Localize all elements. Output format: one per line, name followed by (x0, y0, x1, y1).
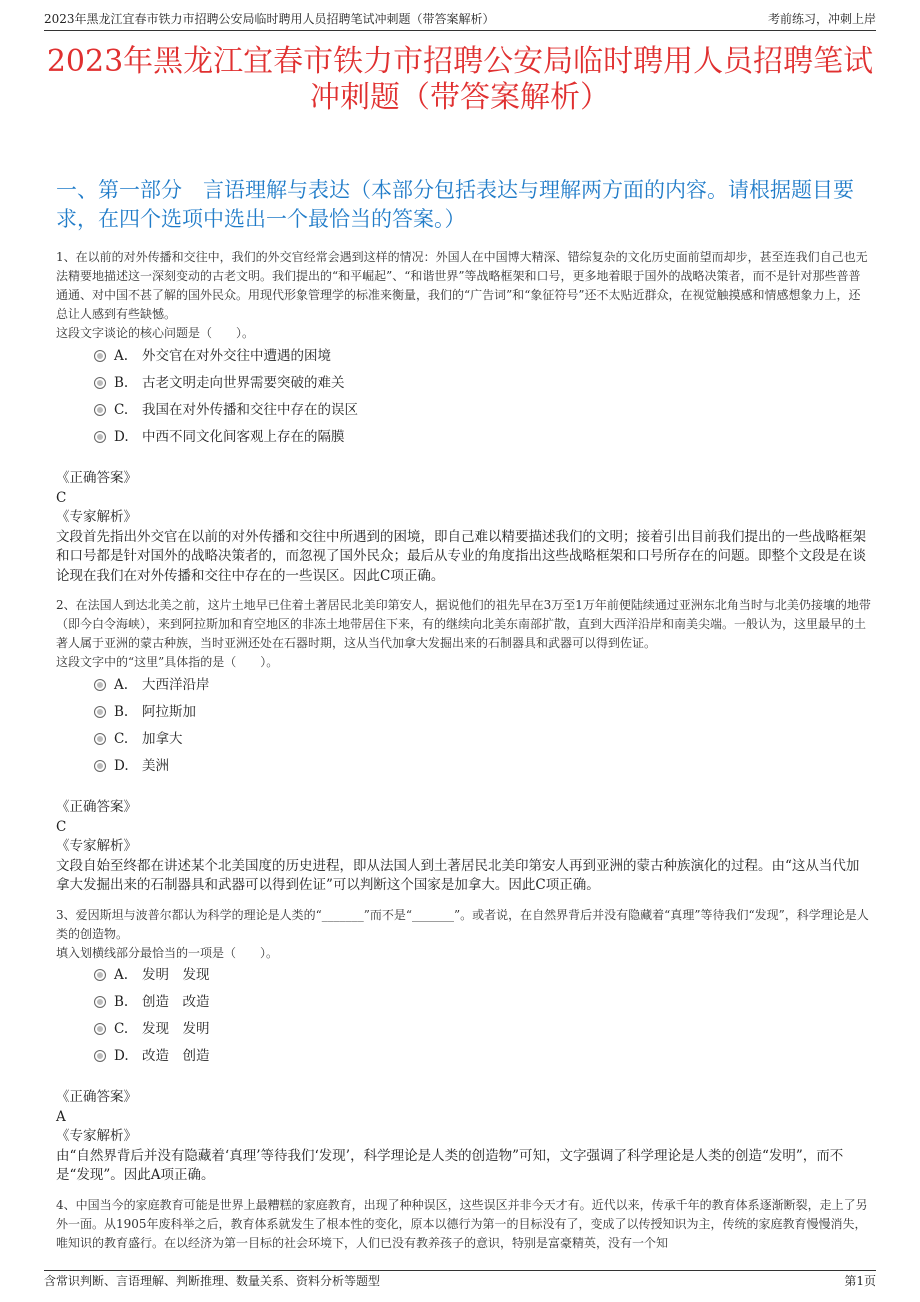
question-4-stem (56, 1196, 872, 1256)
option-d[interactable]: D. 美洲 (94, 753, 210, 780)
footer-note: 含常识判断、言语理解、判断推理、数量关系、资料分析等题型 (44, 1274, 381, 1288)
analysis-text: 文段首先指出外交官在以前的对外传播和交往中所遇到的困境，即自己难以精要描述我们的文明；接着引出目前我们提出的一些战略框架和口号都是针对国外的战略决策者的，而忽视了国外民众；最后从专业的角度指出这些战略框架和口号所存在的问题。即整个文段是在谈论现在我们在对外传播和交往中存在的一些误区。因此C项正确。 (56, 528, 866, 584)
question-prompt: 这段文字中的“这里”具体指的是（ ）。 (56, 655, 279, 669)
question-prompt: 这段文字谈论的核心问题是（ ）。 (56, 326, 255, 340)
question-text: 4、中国当今的家庭教育可能是世界上最糟糕的家庭教育，出现了种种误区，这些误区并非今天才有。近代以来，传承千年的教育体系逐渐断裂，走上了另外一面。从1905年废科举之后，教育体系就发生了根本性的变化，原本以德行为第一的目标没有了，变成了以传授知识为主，传统的家庭教育慢慢消失，唯知识的教育盛行。在以经济为第一目标的社会环境下，人们已没有教养孩子的意识，特别是富豪精英，没有一个知 (56, 1198, 868, 1250)
option-c[interactable]: C. 加拿大 (94, 726, 210, 753)
radio-icon[interactable] (94, 404, 106, 416)
question-3-stem (56, 906, 872, 963)
question-1-answer (56, 469, 872, 586)
question-2-options (94, 672, 210, 780)
question-3-answer (56, 1088, 872, 1186)
question-text: 3、爱因斯坦与波普尔都认为科学的理论是人类的“_______”而不是“_______”。或者说，在自然界背后并没有隐藏着“真理”等待我们“发现”，科学理论是人类的创造物。 (56, 908, 869, 941)
radio-icon[interactable] (94, 996, 106, 1008)
radio-icon[interactable] (94, 733, 106, 745)
option-d[interactable]: D. 改造 创造 (94, 1043, 210, 1070)
question-3-options (94, 962, 210, 1070)
section-heading: 一、第一部分 言语理解与表达（本部分包括表达与理解两方面的内容。请根据题目要求，在四个选项中选出一个最恰当的答案。） (56, 178, 854, 231)
radio-icon[interactable] (94, 1050, 106, 1062)
question-text: 2、在法国人到达北美之前，这片土地早已住着土著居民北美印第安人，据说他们的祖先早在3万至1万年前便陆续通过亚洲东北角当时与北美仍接壤的地带（即今白令海峡），来到阿拉斯加和育空地区的非冻土地带居住下来，有的继续向北美东南部扩散，直到大西洋沿岸和南美尖端。一般认为，这里最早的土著人属于亚洲的蒙古种族，当时亚洲还处在石器时期，这从当代加拿大发掘出来的石制器具和武器可以得到佐证。 (56, 598, 871, 650)
radio-icon[interactable] (94, 431, 106, 443)
answer-value: A (56, 1108, 66, 1125)
analysis-label: 《专家解析》 (56, 838, 137, 854)
analysis-label: 《专家解析》 (56, 1128, 137, 1144)
radio-icon[interactable] (94, 969, 106, 981)
analysis-text: 文段自始至终都在讲述某个北美国度的历史进程，即从法国人到土著居民北美印第安人再到亚洲的蒙古种族演化的过程。由“这从当代加拿大发掘出来的石制器具和武器可以得到佐证”可以判断这个国家是加拿大。因此C项正确。 (56, 857, 860, 893)
option-d[interactable]: D. 中西不同文化间客观上存在的隔膜 (94, 424, 358, 451)
option-b[interactable]: B. 阿拉斯加 (94, 699, 210, 726)
answer-value: C (56, 489, 67, 506)
radio-icon[interactable] (94, 1023, 106, 1035)
question-prompt: 填入划横线部分最恰当的一项是（ ）。 (56, 946, 279, 960)
analysis-text: 由“自然界背后并没有隐藏着‘真理’等待我们‘发现’，科学理论是人类的创造物”可知，文字强调了科学理论是人类的创造“发明”，而不是“发现”。因此A项正确。 (56, 1147, 844, 1183)
option-a[interactable]: A. 大西洋沿岸 (94, 672, 210, 699)
analysis-label: 《专家解析》 (56, 509, 137, 525)
page-footer (44, 1270, 876, 1291)
radio-icon[interactable] (94, 350, 106, 362)
answer-label: 《正确答案》 (56, 1089, 137, 1105)
option-c[interactable]: C. 发现 发明 (94, 1016, 210, 1043)
option-b[interactable]: B. 古老文明走向世界需要突破的难关 (94, 370, 358, 397)
question-1-options (94, 343, 358, 451)
option-b[interactable]: B. 创造 改造 (94, 989, 210, 1016)
radio-icon[interactable] (94, 679, 106, 691)
answer-label: 《正确答案》 (56, 470, 137, 486)
option-a[interactable]: A. 发明 发现 (94, 962, 210, 989)
page-number: 第1页 (844, 1274, 876, 1288)
question-2-answer (56, 798, 872, 896)
radio-icon[interactable] (94, 760, 106, 772)
question-text: 1、在以前的对外传播和交往中，我们的外交官经常会遇到这样的情况：外国人在中国博大精深、错综复杂的文化历史面前望而却步，甚至连我们自己也无法精要地描述这一深刻变动的古老文明。我们提出的“和平崛起”、“和谐世界”等战略框架和口号，更多地着眼于国外的战略决策者，而不是针对那些普普通通、对中国不甚了解的国外民众。用现代形象管理学的标准来衡量，我们的“广告词”和“象征符号”还不太贴近群众，在视觉触摸感和情感想象力上，还总让人感到有些缺憾。 (56, 250, 868, 321)
question-1-stem (56, 248, 872, 343)
page-header (44, 8, 876, 31)
answer-label: 《正确答案》 (56, 799, 137, 815)
option-c[interactable]: C. 我国在对外传播和交往中存在的误区 (94, 397, 358, 424)
document-title: 2023年黑龙江宜春市铁力市招聘公安局临时聘用人员招聘笔试冲刺题（带答案解析） (46, 44, 874, 115)
radio-icon[interactable] (94, 706, 106, 718)
question-2-stem (56, 596, 872, 672)
header-slogan: 考前练习，冲刺上岸 (767, 12, 876, 26)
answer-value: C (56, 818, 67, 835)
header-doc-title: 2023年黑龙江宜春市铁力市招聘公安局临时聘用人员招聘笔试冲刺题（带答案解析） (44, 12, 495, 26)
radio-icon[interactable] (94, 377, 106, 389)
option-a[interactable]: A. 外交官在对外交往中遭遇的困境 (94, 343, 358, 370)
